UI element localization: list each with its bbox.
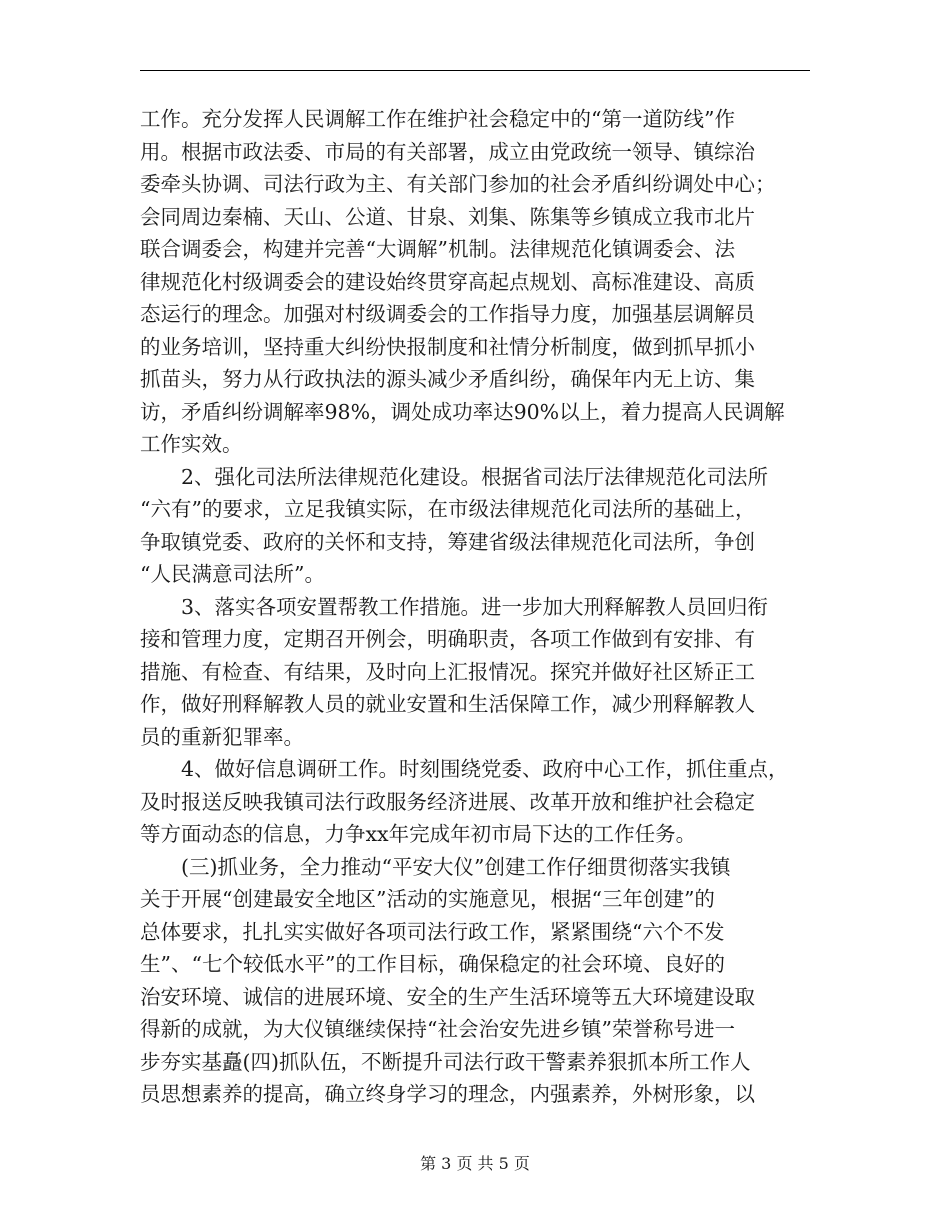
text-line: 4、做好信息调研工作。时刻围绕党委、政府中心工作，抓住重点， (181, 757, 789, 781)
text-line: 态运行的理念。加强对村级调委会的工作指导力度，加强基层调解员 (140, 302, 755, 326)
text-line: 抓苗头，努力从行政执法的源头减少矛盾纠纷，确保年内无上访、集 (140, 367, 755, 391)
text-line: “六有”的要求，立足我镇实际，在市级法律规范化司法所的基础上， (140, 497, 756, 521)
text-line: 等方面动态的信息，力争xx年完成年初市局下达的工作任务。 (140, 822, 697, 846)
text-line: 访，矛盾纠纷调解率98%，调处成功率达90%以上，着力提高人民调解 (140, 399, 785, 424)
text-line: 3、落实各项安置帮教工作措施。进一步加大刑释解教人员回归衔 (181, 594, 769, 619)
text-line: (三)抓业务，全力推动“平安大仪”创建工作仔细贯彻落实我镇 (181, 854, 731, 879)
text-line: 会同周边秦楠、天山、公道、甘泉、刘集、陈集等乡镇成立我市北片 (140, 204, 755, 229)
text-line: 接和管理力度，定期召开例会，明确职责，各项工作做到有安排、有 (140, 627, 755, 651)
text-line: 治安环境、诚信的进展环境、安全的生产生活环境等五大环境建设取 (140, 984, 755, 1009)
text-line: “人民满意司法所”。 (140, 562, 325, 586)
text-line: 员思想素养的提高，确立终身学习的理念，内强素养，外树形象，以 (140, 1082, 755, 1106)
text-line: 员的重新犯罪率。 (140, 724, 304, 749)
text-line: 工作。充分发挥人民调解工作在维护社会稳定中的“第一道防线”作 (140, 107, 735, 131)
text-line: 委牵头协调、司法行政为主、有关部门参加的社会矛盾纠纷调处中心； (140, 172, 776, 196)
text-line: 步夯实基矗(四)抓队伍，不断提升司法行政干警素养狠抓本所工作人 (140, 1049, 751, 1074)
text-line: 的业务培训，坚持重大纠纷快报制度和社情分析制度，做到抓早抓小 (140, 334, 755, 359)
text-line: 用。根据市政法委、市局的有关部署，成立由党政统一领导、镇综治 (140, 139, 755, 164)
text-line: 作，做好刑释解教人员的就业安置和生活保障工作，减少刑释解教人 (140, 692, 755, 716)
document-body (140, 103, 812, 1111)
header-rule (140, 70, 810, 71)
text-line: 工作实效。 (140, 432, 243, 456)
text-line: 得新的成就，为大仪镇继续保持“社会治安先进乡镇”荣誉称号进一 (140, 1017, 735, 1041)
text-line: 联合调委会，构建并完善“大调解”机制。法律规范化镇调委会、法 (140, 237, 735, 261)
text-line: 生”、“七个较低水平”的工作目标，确保稳定的社会环境、良好的 (140, 952, 725, 976)
page-footer: 第 3 页 共 5 页 (420, 1154, 530, 1173)
text-line: 及时报送反映我镇司法行政服务经济进展、改革开放和维护社会稳定 (140, 789, 755, 814)
text-line: 关于开展“创建最安全地区”活动的实施意见，根据“三年创建”的 (140, 887, 715, 911)
text-line: 总体要求，扎扎实实做好各项司法行政工作，紧紧围绕“六个不发 (140, 919, 725, 944)
text-line: 2、强化司法所法律规范化建设。根据省司法厅法律规范化司法所 (181, 464, 769, 489)
text-line: 争取镇党委、政府的关怀和支持，筹建省级法律规范化司法所，争创 (140, 529, 755, 554)
text-line: 律规范化村级调委会的建设始终贯穿高起点规划、高标准建设、高质 (140, 269, 755, 294)
text-line: 措施、有检查、有结果，及时向上汇报情况。探究并做好社区矫正工 (140, 659, 755, 684)
